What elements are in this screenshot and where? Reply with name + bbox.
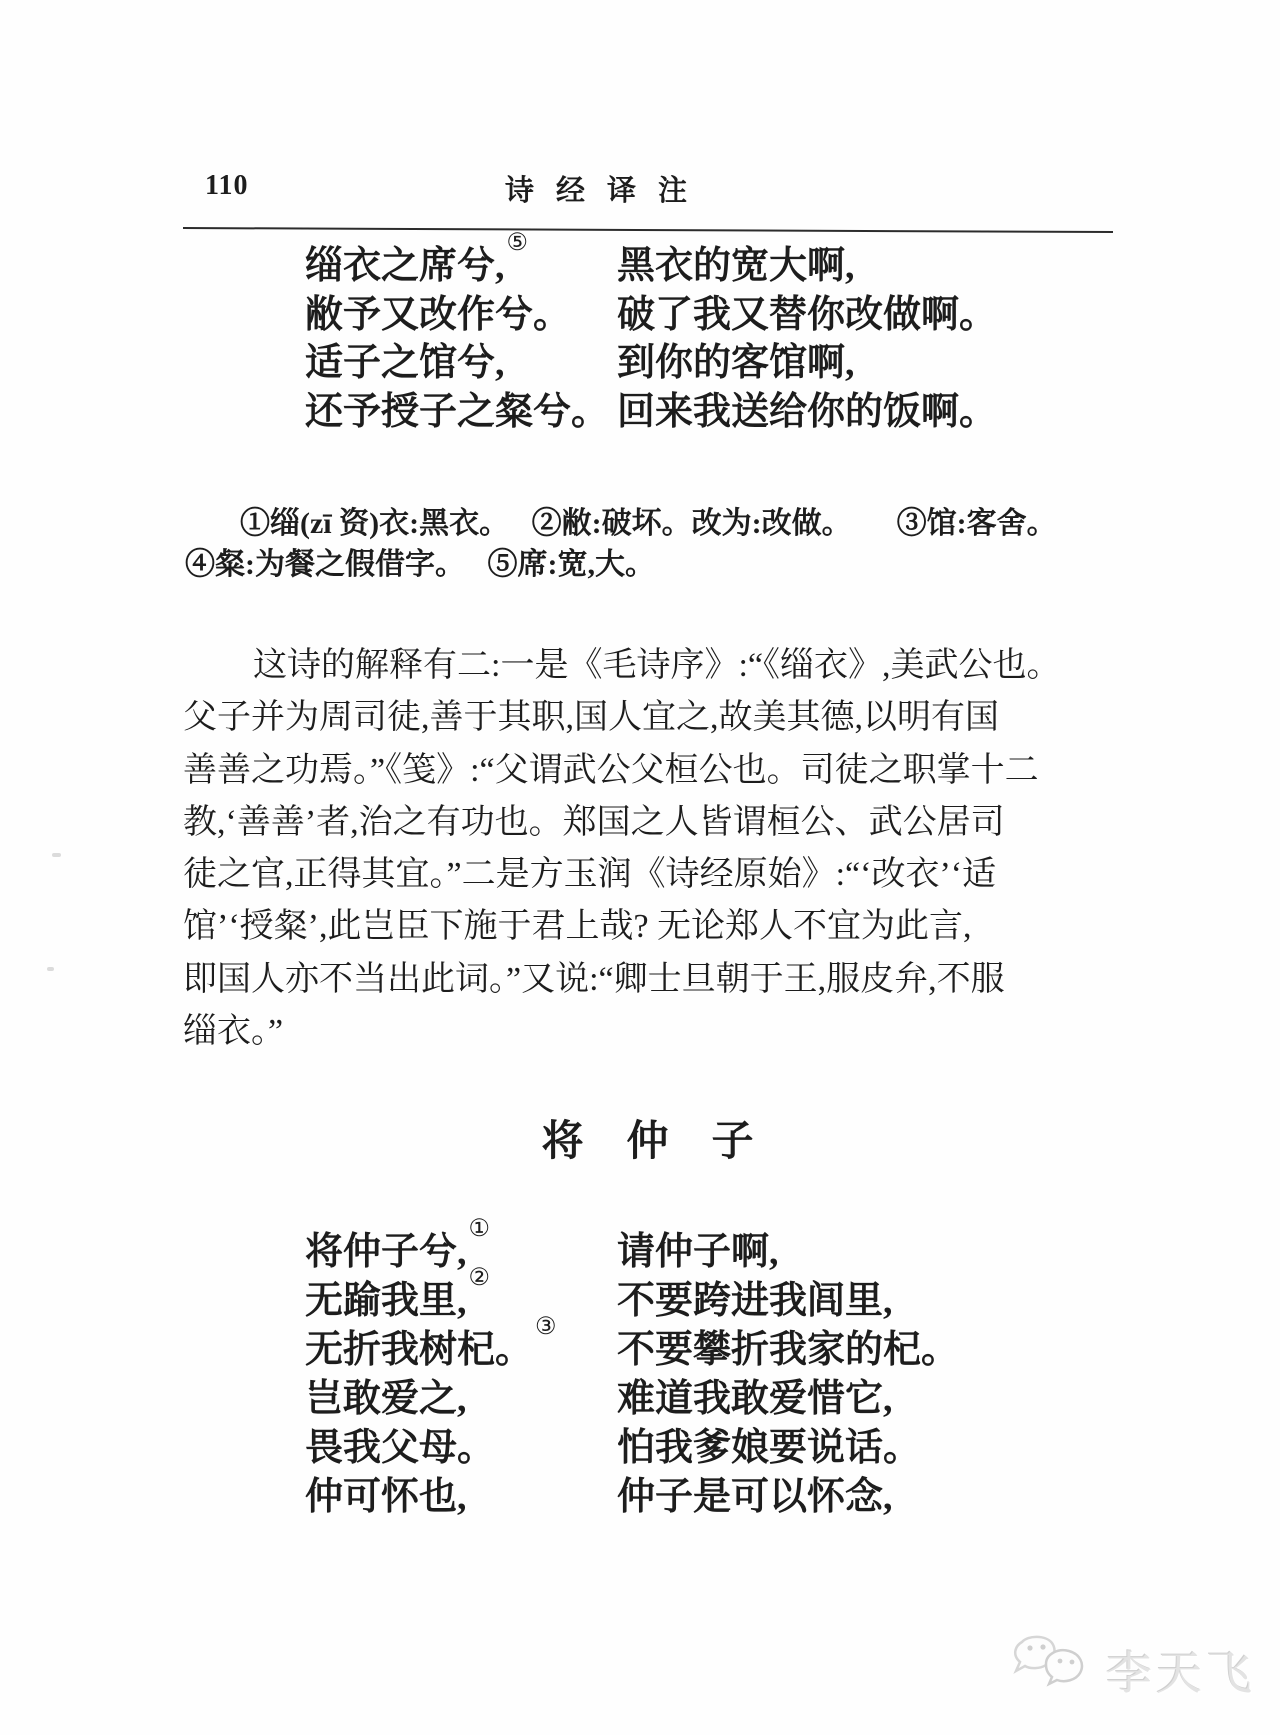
poem-translation: 难道我敢爱惜它, (617, 1378, 893, 1420)
footnote-line: ④粲:为餐之假借字。 ⑤席:宽,大。 (185, 548, 655, 581)
poem-line (305, 1424, 959, 1473)
poem-line (305, 1473, 959, 1522)
commentary-line: 善善之功焉。”《笺》:“父谓武公父桓公也。司徒之职掌十二 (183, 751, 1039, 789)
poem-translation: 怕我爹娘要说话。 (617, 1427, 922, 1469)
footnote-marker: ② (468, 1265, 491, 1292)
footnote-line: ①缁(zī 资)衣:黑衣。 ②敝:破坏。改为:改做。 ③馆:客舍。 (240, 507, 1057, 540)
footnotes-block (185, 503, 1125, 585)
poem-line (305, 339, 997, 388)
poem-original: 适子之馆兮, (305, 342, 505, 384)
poem-original-text (305, 1473, 617, 1522)
poem-original-text (305, 1265, 617, 1326)
commentary-line: 父子并为周司徒,善于其职,国人宜之,故美其德,以明有国 (183, 699, 999, 737)
footnote-marker: ③ (535, 1314, 557, 1341)
poem-line (305, 1216, 959, 1277)
poem-original: 敝予又改作兮。 (305, 293, 572, 336)
poem-translation: 仲子是可以怀念, (617, 1476, 893, 1518)
poem-original: 无折我树杞。 (305, 1329, 534, 1371)
poem-line (305, 291, 997, 340)
commentary-paragraph (183, 640, 1113, 1058)
poem-translation: 请仲子啊, (617, 1231, 779, 1273)
poem-translation: 不要攀折我家的杞。 (617, 1329, 960, 1371)
poem-translation: 回来我送给你的饭啊。 (617, 390, 998, 433)
poem-line (305, 230, 997, 291)
scan-speck (47, 967, 54, 971)
poem-original: 仲可怀也, (305, 1476, 467, 1518)
poem-original: 无踰我里, (305, 1280, 467, 1322)
footnote-marker: ⑤ (506, 230, 529, 257)
commentary-line: 缁衣。” (183, 1013, 284, 1051)
watermark (1008, 1632, 1256, 1708)
watermark-author-name: 李天飞 (1106, 1647, 1256, 1699)
poem-original: 将仲子兮, (305, 1231, 467, 1273)
footnote-marker: ① (468, 1216, 491, 1243)
poem-title-jiangzhongzi: 将仲子 (541, 1119, 797, 1165)
commentary-line: 馆’‘授粲’,此岂臣下施于君上哉? 无论郑人不宜为此言, (183, 908, 972, 946)
poem-jiangzhongzi-stanza (305, 1216, 960, 1522)
poem-line (305, 388, 997, 437)
poem-line (305, 1265, 959, 1326)
poem-translation: 破了我又替你改做啊。 (617, 293, 998, 336)
poem-original-text (305, 388, 617, 437)
poem-original-text (305, 1375, 617, 1424)
poem-ziyi-stanza (305, 230, 998, 436)
poem-original-text (305, 1314, 617, 1375)
page-number: 110 (205, 170, 249, 201)
commentary-line: 教,‘善善’者,治之有功也。郑国之人皆谓桓公、武公居司 (183, 803, 1005, 841)
poem-original: 缁衣之席兮, (305, 245, 505, 287)
poem-line (305, 1314, 960, 1375)
poem-line (305, 1375, 959, 1424)
scan-speck (52, 853, 61, 857)
poem-original-text (305, 291, 617, 340)
poem-translation: 到你的客馆啊, (617, 342, 855, 384)
poem-original-text (305, 339, 617, 388)
poem-translation: 黑衣的宽大啊, (617, 245, 855, 287)
commentary-line: 这诗的解释有二:一是《毛诗序》:“《缁衣》,美武公也。 (253, 647, 1061, 684)
running-head-book-title: 诗经译注 (505, 175, 710, 207)
poem-original: 还予授子之粲兮。 (305, 390, 610, 433)
poem-original-text (305, 230, 617, 291)
poem-original: 畏我父母。 (305, 1427, 496, 1469)
poem-original: 岂敢爱之, (305, 1378, 467, 1420)
header-rule (183, 227, 1113, 233)
poem-original-text (305, 1424, 617, 1473)
commentary-line: 即国人亦不当出此词。”又说:“卿士旦朝于王,服皮弁,不服 (183, 960, 1005, 998)
poem-translation: 不要跨进我闾里, (617, 1280, 893, 1322)
wechat-logo-icon (1008, 1632, 1100, 1708)
commentary-line: 徒之官,正得其宜。”二是方玉润《诗经原始》:“‘改衣’‘适 (183, 856, 997, 894)
poem-original-text (305, 1216, 617, 1277)
